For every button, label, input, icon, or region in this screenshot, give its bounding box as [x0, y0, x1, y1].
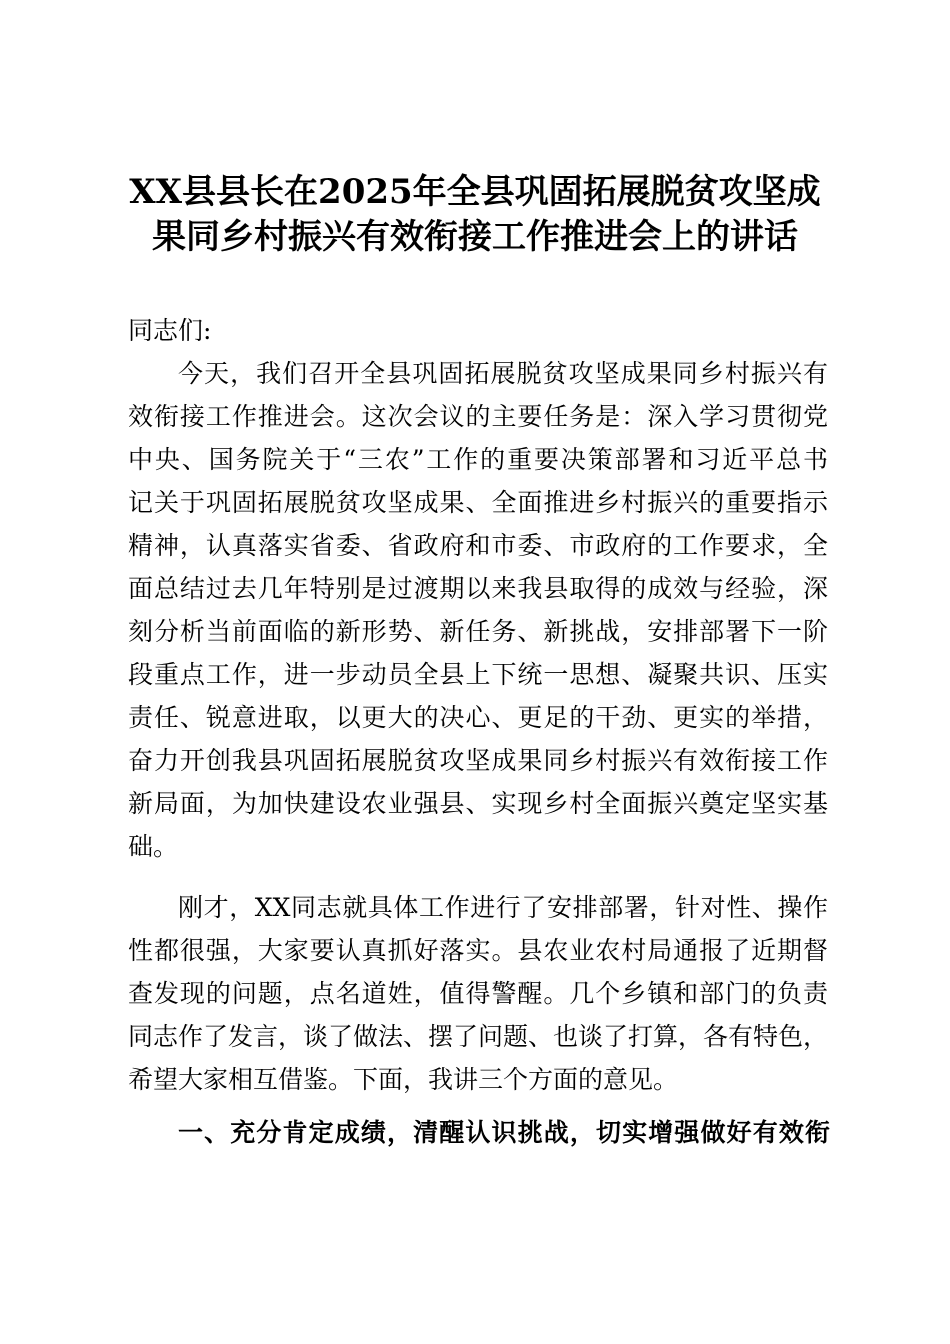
paragraph-1-line: 刻分析当前面临的新形势、新任务、新挑战，安排部署下一阶 — [128, 617, 828, 646]
paragraph-1-line: 今天，我们召开全县巩固拓展脱贫攻坚成果同乡村振兴有 — [178, 359, 828, 388]
paragraph-2-line: 希望大家相互借鉴。下面，我讲三个方面的意见。 — [128, 1065, 679, 1094]
paragraph-2-line: 性都很强，大家要认真抓好落实。县农业农村局通报了近期督 — [128, 936, 828, 965]
salutation: 同志们: — [128, 316, 212, 345]
paragraph-1-line: 面总结过去几年特别是过渡期以来我县取得的成效与经验，深 — [128, 574, 828, 603]
paragraph-1-line: 新局面，为加快建设农业强县、实现乡村全面振兴奠定坚实基 — [128, 789, 828, 818]
paragraph-2-line: 同志作了发言，谈了做法、摆了问题、也谈了打算，各有特色， — [128, 1022, 829, 1051]
paragraph-2-line: 刚才，XX同志就具体工作进行了安排部署，针对性、操作 — [178, 893, 828, 922]
document-title-line-2: 果同乡村振兴有效衔接工作推进会上的讲话 — [152, 217, 798, 257]
paragraph-1-line: 记关于巩固拓展脱贫攻坚成果、全面推进乡村振兴的重要指示 — [128, 488, 828, 517]
paragraph-1-line: 效衔接工作推进会。这次会议的主要任务是：深入学习贯彻党 — [128, 402, 828, 431]
paragraph-1-line: 精神，认真落实省委、省政府和市委、市政府的工作要求，全 — [128, 531, 828, 560]
paragraph-1-line: 责任、锐意进取，以更大的决心、更足的干劲、更实的举措， — [128, 703, 828, 732]
document-title-line-1: XX县县长在2025年全县巩固拓展脱贫攻坚成 — [129, 172, 821, 212]
section-heading-1: 一、充分肯定成绩，清醒认识挑战，切实增强做好有效衔 — [178, 1118, 830, 1147]
paragraph-1-line: 段重点工作，进一步动员全县上下统一思想、凝聚共识、压实 — [128, 660, 828, 689]
paragraph-2-line: 查发现的问题，点名道姓，值得警醒。几个乡镇和部门的负责 — [128, 979, 828, 1008]
paragraph-1-line: 奋力开创我县巩固拓展脱贫攻坚成果同乡村振兴有效衔接工作 — [128, 746, 828, 775]
paragraph-1-line: 础。 — [128, 832, 179, 861]
paragraph-1-line: 中央、国务院关于“三农”工作的重要决策部署和习近平总书 — [128, 445, 828, 474]
